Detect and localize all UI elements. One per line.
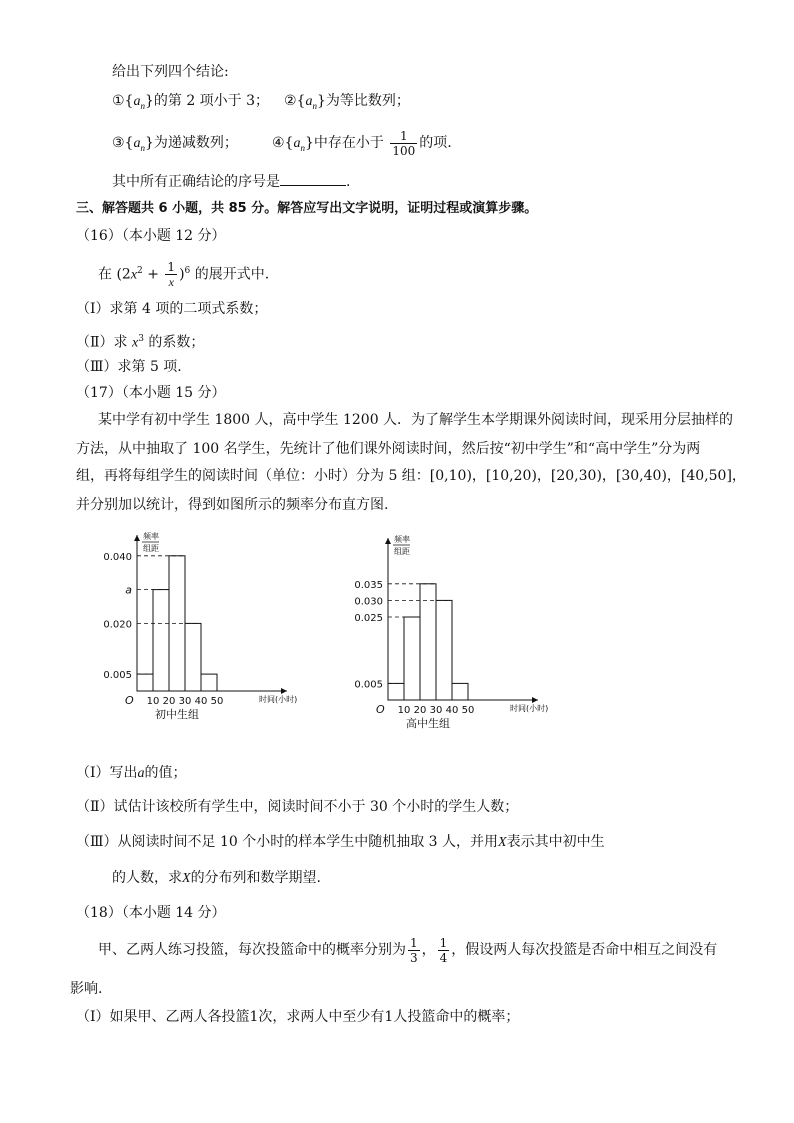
y-tick-label: 0.005 bbox=[354, 679, 383, 691]
q17-para-2: 方法，从中抽取了 100 名学生，先统计了他们课外阅读时间，然后按“初中学生”和“高中学生”分为两 bbox=[76, 441, 701, 457]
x-axis-arrow bbox=[281, 688, 287, 694]
histogram-bar bbox=[452, 683, 468, 700]
q15-conclusion-3: $③\{a_n\}$为递减数列； bbox=[112, 135, 238, 153]
y-tick-label: a bbox=[125, 583, 132, 597]
x-tick-label: 30 bbox=[178, 696, 192, 707]
q16-stem: 在 ($2x^2$ + $\frac{1}{x}$ )$^6$ 的展开式中. bbox=[98, 260, 270, 290]
q16-part-2: （Ⅱ）求 $x^3$ 的系数； bbox=[76, 334, 205, 351]
y-tick-label: 0.035 bbox=[354, 579, 383, 591]
q18-part-1: （Ⅰ）如果甲、乙两人各投篮1次，求两人中至少有1人投篮命中的概率； bbox=[76, 1009, 520, 1025]
section-3-heading: 三、解答题共 6 小题，共 85 分。解答应写出文字说明，证明过程或演算步骤。 bbox=[76, 201, 538, 216]
x-tick-label: 50 bbox=[210, 696, 224, 707]
answer-blank bbox=[280, 171, 346, 186]
histogram-senior-high bbox=[350, 530, 550, 740]
q18-header: （18）（本小题 14 分） bbox=[76, 905, 226, 921]
x-tick-label: 40 bbox=[445, 705, 459, 716]
histogram-bar bbox=[388, 683, 404, 700]
y-tick-label: 0.030 bbox=[354, 596, 383, 608]
origin-label: O bbox=[125, 694, 134, 707]
q17-para-4: 并分别加以统计，得到如图所示的频率分布直方图. bbox=[76, 497, 389, 513]
histogram-bar bbox=[185, 623, 201, 691]
y-label-top: 频率 bbox=[143, 532, 159, 541]
x-tick-label: 40 bbox=[194, 696, 208, 707]
histogram-junior-high bbox=[100, 530, 300, 730]
y-axis-arrow bbox=[134, 535, 140, 541]
q16-header: （16）（本小题 12 分） bbox=[76, 228, 226, 244]
x-axis-label: 时间(小时) bbox=[510, 704, 549, 713]
x-tick-label: 20 bbox=[413, 705, 427, 716]
histogram-bar bbox=[404, 617, 420, 700]
q17-header: （17）（本小题 15 分） bbox=[76, 385, 226, 401]
q17-part-3a: （Ⅲ）从阅读时间不足 10 个小时的样本学生中随机抽取 3 人，并用X表示其中初中生 bbox=[76, 834, 605, 850]
y-tick-label: 0.020 bbox=[103, 619, 132, 631]
q15-conclusion-1: $①\{a_n\}$的第 2 项小于 3； bbox=[112, 93, 270, 111]
y-axis-arrow bbox=[385, 538, 391, 544]
x-tick-label: 30 bbox=[429, 705, 443, 716]
q15-question: 其中所有正确结论的序号是 . bbox=[112, 171, 350, 192]
q17-part-1: （Ⅰ）写出a的值； bbox=[76, 765, 187, 781]
y-tick-label: 0.025 bbox=[354, 613, 383, 624]
x-axis-arrow bbox=[532, 697, 538, 703]
q15-conclusion-4: $④\{a_n\}$中存在小于 $\frac{1}{100}$ 的项. bbox=[272, 128, 452, 158]
q17-part-2: （Ⅱ）试估计该校所有学生中，阅读时间不小于 30 个小时的学生人数； bbox=[76, 799, 519, 815]
x-tick-label: 20 bbox=[162, 696, 176, 707]
x-tick-label: 50 bbox=[461, 705, 475, 716]
q17-part-3b: 的人数，求X的分布列和数学期望. bbox=[112, 870, 322, 886]
q15-intro: 给出下列四个结论: bbox=[112, 64, 229, 80]
chart-title: 初中生组 bbox=[155, 708, 199, 721]
x-tick-label: 10 bbox=[397, 705, 411, 716]
histogram-bar bbox=[137, 674, 153, 691]
histogram-bar bbox=[436, 600, 452, 700]
y-label-top: 频率 bbox=[394, 535, 410, 544]
histogram-bar bbox=[153, 590, 169, 691]
y-label-bottom: 组距 bbox=[394, 547, 410, 556]
fraction-1-over-100: $\frac{1}{100}$ bbox=[392, 128, 416, 158]
q17-para-1: 某中学有初中学生 1800 人，高中学生 1200 人．为了解学生本学期课外阅读时间，现采用分层抽样的 bbox=[98, 412, 734, 428]
x-axis-label: 时间(小时) bbox=[259, 695, 298, 704]
y-tick-label: 0.005 bbox=[103, 670, 132, 682]
q15-conclusion-2: $②\{a_n\}$为等比数列； bbox=[284, 93, 410, 111]
histogram-bar bbox=[420, 584, 436, 700]
q17-para-3: 组，再将每组学生的阅读时间（单位：小时）分为 5 组：[0,10)，[10,20)，[20,30)，[30,40)，[40,50]， bbox=[76, 468, 746, 484]
q16-part-3: （Ⅲ）求第 5 项. bbox=[76, 359, 182, 375]
q18-stem-2: 影响. bbox=[70, 981, 103, 997]
histogram-bar bbox=[201, 674, 217, 691]
origin-label: O bbox=[376, 703, 385, 716]
q18-stem: 甲、乙两人练习投篮，每次投篮命中的概率分别为 $\frac{1}{3}$ ， $\frac{1}{4}$ ，假设两人每次投篮是否命中相互之间没有 bbox=[98, 935, 718, 965]
y-tick-label: 0.040 bbox=[103, 551, 132, 563]
chart-title: 高中生组 bbox=[406, 717, 450, 730]
y-label-bottom: 组距 bbox=[143, 544, 159, 553]
x-tick-label: 10 bbox=[146, 696, 160, 707]
q16-part-1: （Ⅰ）求第 4 项的二项式系数； bbox=[76, 301, 268, 317]
